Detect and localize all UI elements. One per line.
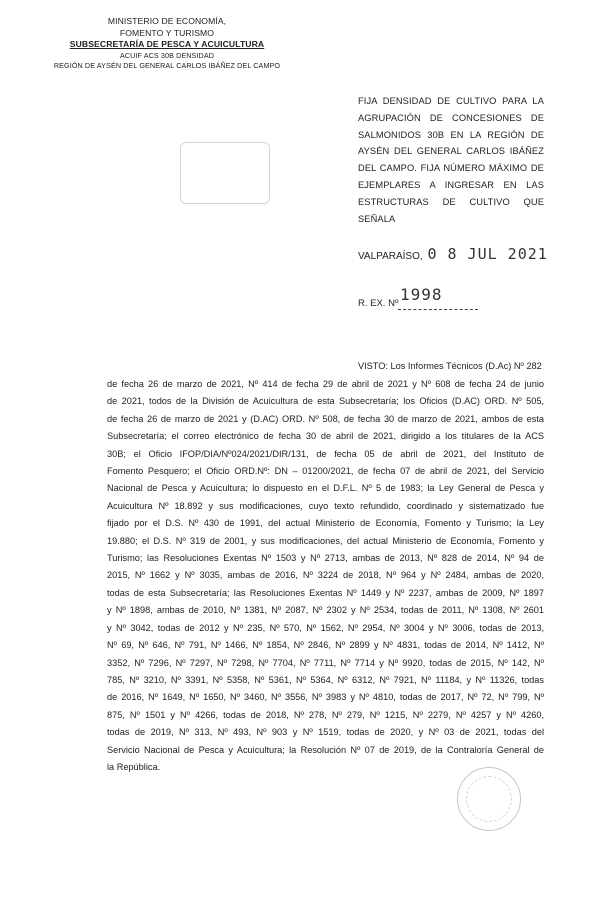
body-line: 19.880; el D.S. Nº 319 de 2001, y sus modificaciones, del actual Ministerio de Economía, Fomento y xyxy=(107,535,544,546)
resolution-subject: FIJA DENSIDAD DE CULTIVO PARA LA AGRUPACIÓN DE CONCESIONES DE SALMONIDOS 30B EN LA REGIÓN DE AYSÉN DEL GENERAL CARLOS IBÁÑEZ DEL CAMPO. FIJA NÚMERO MÁXIMO DE EJEMPLARES A INGRESAR EN LAS ESTRUCTURAS DE CULTIVO QUE SEÑALA xyxy=(358,96,544,224)
ministry-line-1: MINISTERIO DE ECONOMÍA, xyxy=(107,16,227,26)
body-line: Servicio Nacional de Pesca y Acuicultura; la Resolución Nº 07 de 2019, de la Contraloría General de xyxy=(107,744,544,755)
stamped-date: 0 8 JUL 2021 xyxy=(427,245,548,263)
body-line: Nacional de Pesca y Acuicultura; lo dispuesto en el D.F.L. Nº 5 de 1983; la Ley General de Pesca y xyxy=(107,483,544,494)
body-line: de fecha 26 de marzo de 2021 y (D.AC) ORD. Nº 508, de fecha 30 de marzo de 2021, ambos de esta xyxy=(107,413,544,424)
letterhead xyxy=(52,16,282,71)
visto-first-line: VISTO: Los Informes Técnicos (D.Ac) Nº 282 xyxy=(358,361,542,371)
body-line: Subsecretaría; el correo electrónico de fecha 30 de abril de 2021, dirigido a los titulares de la ACS xyxy=(107,431,544,442)
date-line xyxy=(358,245,548,263)
body-line: Turismo; las Resoluciones Exentas Nº 1503 y Nº 2713, ambas de 2013, Nº 828 de 2014, Nº 94 de xyxy=(107,553,544,564)
body-line: 785, Nº 3210, Nº 3391, Nº 5358, Nº 5361, Nº 5364, Nº 6312, Nº 7921, Nº 11184, y Nº 11326, todas xyxy=(107,674,544,685)
resolution-label: R. EX. Nº xyxy=(358,298,399,309)
resolution-number-line xyxy=(358,285,443,309)
body-line: Fomento Pesquero; el Oficio ORD.Nº: DN – 01200/2021, de fecha 07 de abril de 2021, del Servicio xyxy=(107,466,544,477)
body-line: 30B; el Oficio IFOP/DIA/Nº024/2021/DIR/131, de fecha 05 de abril de 2021, del Instituto de xyxy=(107,448,544,459)
body-line: y Nº 3042, todas de 2012 y Nº 235, Nº 570, Nº 1562, Nº 2954, Nº 3004 y Nº 3006, todas de 2013, xyxy=(107,622,544,633)
region-line: REGIÓN DE AYSÉN DEL GENERAL CARLOS IBÁÑEZ DEL CAMPO xyxy=(53,60,281,70)
body-line: Nº 69, Nº 646, Nº 791, Nº 1466, Nº 1854, Nº 2846, Nº 2899 y Nº 4831, todas de 2014, Nº 1412, Nº xyxy=(107,640,544,651)
subsecretaria-line: SUBSECRETARÍA DE PESCA Y ACUICULTURA xyxy=(69,39,265,50)
body-line: la República. xyxy=(107,761,161,772)
city-label: VALPARAÍSO, xyxy=(358,251,423,262)
body-line: Acuicultura Nº 18.892 y sus modificaciones, cuyo texto refundido, coordinado y sistematizado fue xyxy=(107,500,544,511)
visto-body xyxy=(107,376,544,776)
body-line: de 2016, Nº 1649, Nº 1650, Nº 3460, Nº 3556, Nº 3983 y Nº 4810, todas de 2017, Nº 72, Nº 799, Nº xyxy=(107,692,544,703)
body-line: 2015, Nº 1662 y Nº 3035, ambas de 2016, Nº 3224 de 2018, Nº 964 y Nº 2484, ambas de 2020, xyxy=(107,570,544,581)
resolution-underline xyxy=(398,309,478,310)
ministry-line-2: FOMENTO Y TURISMO xyxy=(119,27,215,38)
body-line: todas de 2019, Nº 313, Nº 493, Nº 903 y Nº 1519, todas de 2020, y Nº 03 de 2021, todas del xyxy=(107,727,544,738)
body-line: 3352, Nº 7296, Nº 7297, Nº 7298, Nº 7704, Nº 7711, Nº 7714 y Nº 9920, todas de 2015, Nº 142, Nº xyxy=(107,657,544,668)
subject-code: ACUIF ACS 30B DENSIDAD xyxy=(119,50,215,60)
body-line: de 2021, todos de la División de Acuicultura de esta Subsecretaría; los Oficios (D.AC) ORD. Nº 505, xyxy=(107,396,544,407)
body-line: de fecha 26 de marzo de 2021, Nº 414 de fecha 29 de abril de 2021 y Nº 608 de fecha 24 de junio xyxy=(107,379,544,389)
resolution-number: 1998 xyxy=(400,285,443,304)
body-line: y Nº 1898, ambas de 2010, Nº 1381, Nº 2087, Nº 2302 y Nº 2534, todas de 2011, Nº 1308, Nº 2601 xyxy=(107,605,544,616)
body-line: 875, Nº 1501 y Nº 4266, todas de 2018, Nº 278, Nº 279, Nº 1215, Nº 2279, Nº 4257 y Nº 4260, xyxy=(107,709,544,720)
body-line: todas de esta Subsecretaría; las Resoluciones Exentas Nº 1449 y Nº 2237, ambas de 2009, Nº 1897 xyxy=(107,587,544,598)
round-seal-icon xyxy=(457,767,521,831)
body-line: fijado por el D.S. Nº 430 de 1991, del actual Ministerio de Economía, Fomento y Turismo; la Ley xyxy=(107,518,544,529)
faded-stamp-icon xyxy=(180,142,270,204)
